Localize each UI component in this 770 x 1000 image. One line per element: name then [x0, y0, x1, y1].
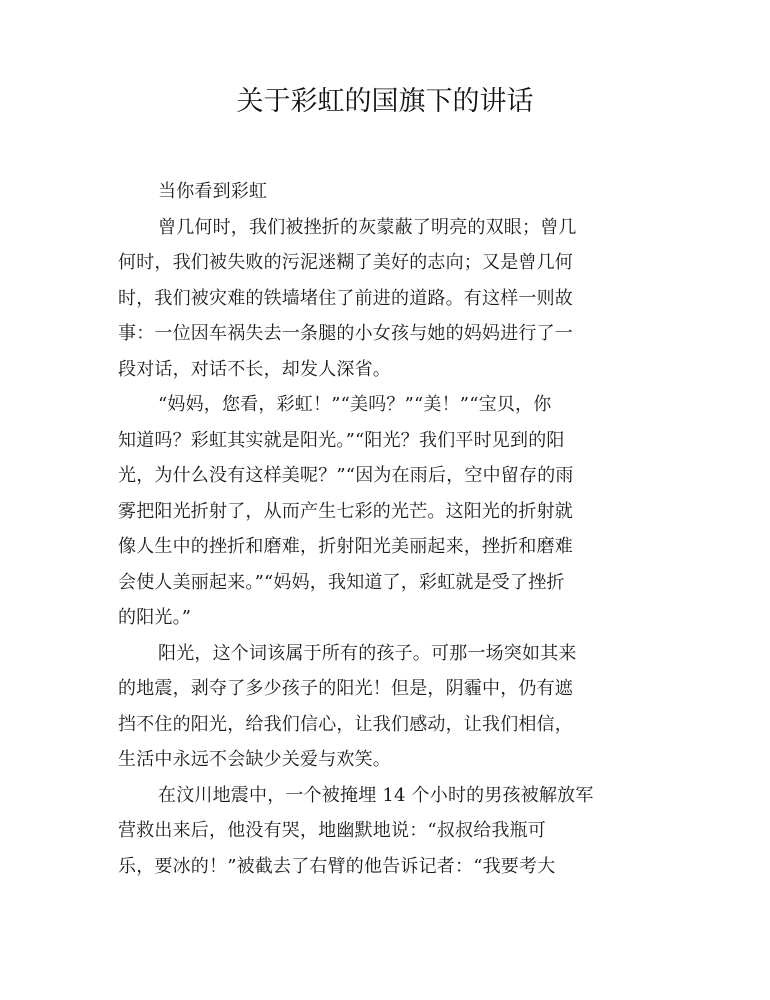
text-line: 雾把阳光折射了，从而产生七彩的光芒。这阳光的折射就: [118, 500, 573, 522]
text-line: 阳光，这个词该属于所有的孩子。可那一场突如其来: [158, 642, 577, 664]
text-line: 段对话，对话不长，却发人深省。: [118, 358, 391, 380]
text-line: 营救出来后，他没有哭，地幽默地说：“叔叔给我瓶可: [118, 820, 546, 841]
text-line: 生活中永远不会缺少关爱与欢笑。: [118, 749, 391, 770]
text-line: 光，为什么没有这样美呢？”“因为在雨后，空中留存的雨: [118, 465, 574, 486]
text-line: 的阳光。”: [118, 607, 192, 628]
text-line: 会使人美丽起来。”“妈妈，我知道了，彩虹就是受了挫折: [118, 571, 565, 593]
text-line: 挡不住的阳光，给我们信心，让我们感动，让我们相信，: [118, 713, 573, 735]
text-line: 像人生中的挫折和磨难，折射阳光美丽起来，挫折和磨难: [118, 536, 573, 557]
text-line: “妈妈，您看，彩虹！”“美吗？”“美！”“宝贝，你: [158, 394, 552, 415]
text-line: 乐，要冰的！”被截去了右臂的他告诉记者：“我要考大: [118, 855, 556, 877]
text-line: 时，我们被灾难的铁墙堵住了前进的道路。有这样一则故: [118, 287, 573, 309]
text-line: 曾几何时，我们被挫折的灰蒙蔽了明亮的双眼；曾几: [158, 216, 577, 238]
text-line: 在汶川地震中，一个被掩埋 14 个小时的男孩被解放军: [158, 784, 594, 806]
text-line: 事：一位因车祸失去一条腿的小女孩与她的妈妈进行了一: [118, 323, 573, 344]
document-body: [118, 174, 646, 884]
text-line: 何时，我们被失败的污泥迷糊了美好的志向；又是曾几何: [118, 252, 573, 273]
text-line: 的地震，剥夺了多少孩子的阳光！但是，阴霾中，仍有遮: [118, 678, 573, 699]
document-title: 关于彩虹的国旗下的讲话: [236, 86, 534, 117]
text-line: 知道吗？彩虹其实就是阳光。”“阳光？我们平时见到的阳: [118, 429, 565, 451]
text-line: 当你看到彩虹: [158, 181, 268, 202]
